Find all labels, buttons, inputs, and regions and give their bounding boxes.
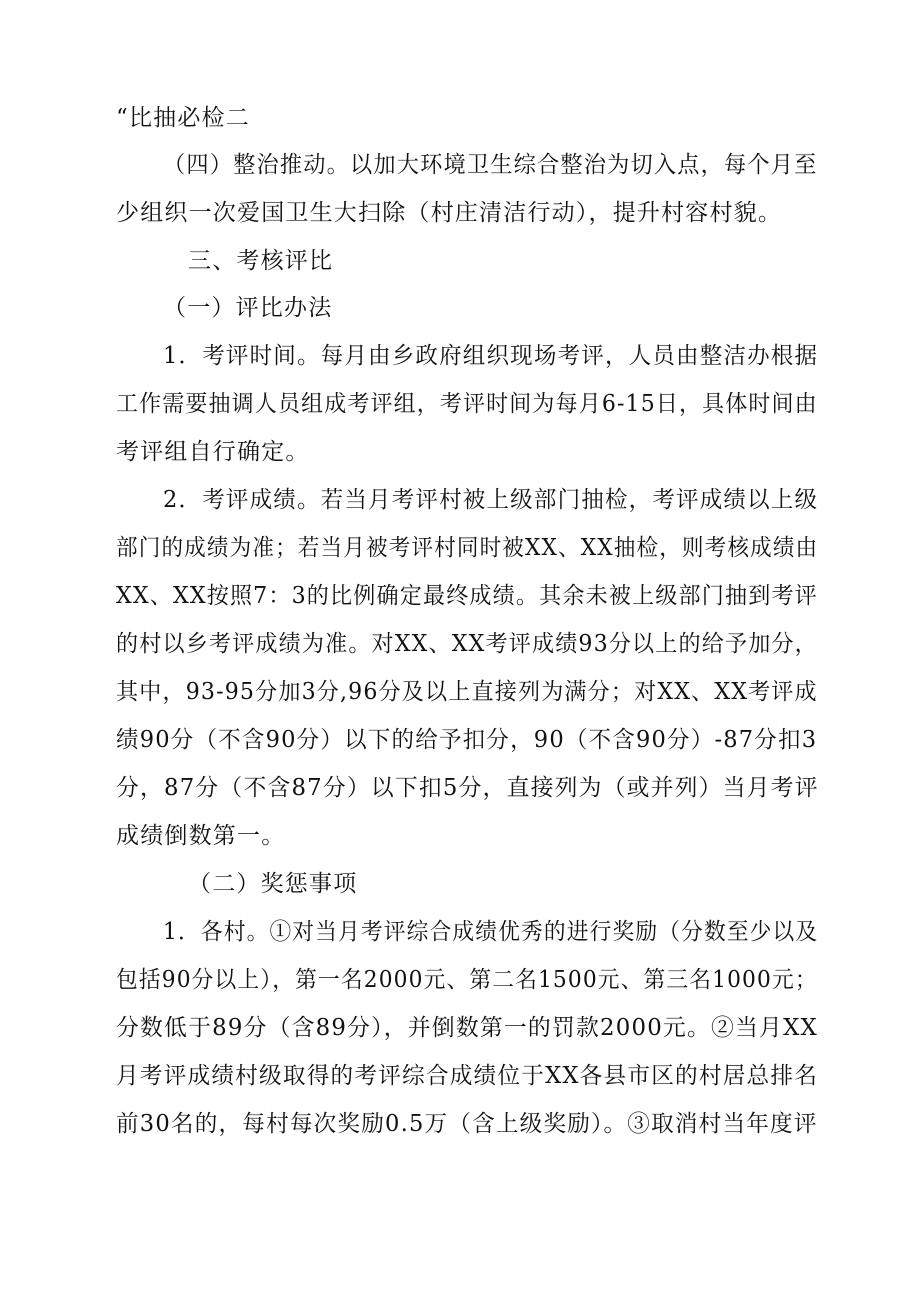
text-line: 其中，93-95分加3分,96分及以上直接列为满分；对XX、XX考评成 — [116, 679, 818, 705]
text-line: 分，87分（不含87分）以下扣5分，直接列为（或并列）当月考评 — [116, 775, 819, 801]
text-line: 绩90分（不含90分）以下的给予扣分，90（不含90分）-87分扣3 — [116, 727, 818, 753]
chapter-heading-3: 三、考核评比 — [188, 248, 334, 274]
text-line: 部门的成绩为准；若当月被考评村同时被XX、XX抽检，则考核成绩由 — [116, 535, 819, 561]
text-line: 的村以乡考评成绩为准。对XX、XX考评成绩93分以上的给予加分， — [116, 631, 818, 657]
section-heading-1: （一）评比办法 — [163, 295, 333, 321]
text-line: 分数低于89分（含89分），并倒数第一的罚款2000元。②当月XX — [116, 1015, 818, 1041]
text-line: 成绩倒数第一。 — [116, 823, 286, 849]
text-line: 包括90分以上），第一名2000元、第二名1500元、第三名1000元； — [116, 967, 818, 993]
text-line: 考评组自行确定。 — [116, 439, 310, 465]
text-line: 工作需要抽调人员组成考评组，考评时间为每月6-15日，具体时间由 — [116, 391, 818, 417]
text-line: 月考评成绩村级取得的考评综合成绩位于XX各县市区的村居总排名 — [116, 1063, 819, 1089]
section-heading-4: （四）整治推动。以加大环境卫生综合整治为切入点，每个月至 — [163, 152, 818, 178]
text-line: “比抽必检二 — [116, 105, 250, 131]
text-line: XX、XX按照7：3的比例确定最终成绩。其余未被上级部门抽到考评 — [116, 583, 818, 609]
section-heading-2: （二）奖惩事项 — [188, 871, 358, 897]
paragraph-evaluation-time: 1．考评时间。每月由乡政府组织现场考评，人员由整洁办根据 — [163, 343, 819, 369]
paragraph-evaluation-score: 2．考评成绩。若当月考评村被上级部门抽检，考评成绩以上级 — [163, 487, 819, 513]
text-line: 前30名的，每村每次奖励0.5万（含上级奖励）。③取消村当年度评 — [116, 1111, 818, 1137]
paragraph-villages: 1．各村。①对当月考评综合成绩优秀的进行奖励（分数至少以及 — [163, 919, 819, 945]
text-line: 少组织一次爱国卫生大扫除（村庄清洁行动），提升村容村貌。 — [116, 200, 783, 226]
